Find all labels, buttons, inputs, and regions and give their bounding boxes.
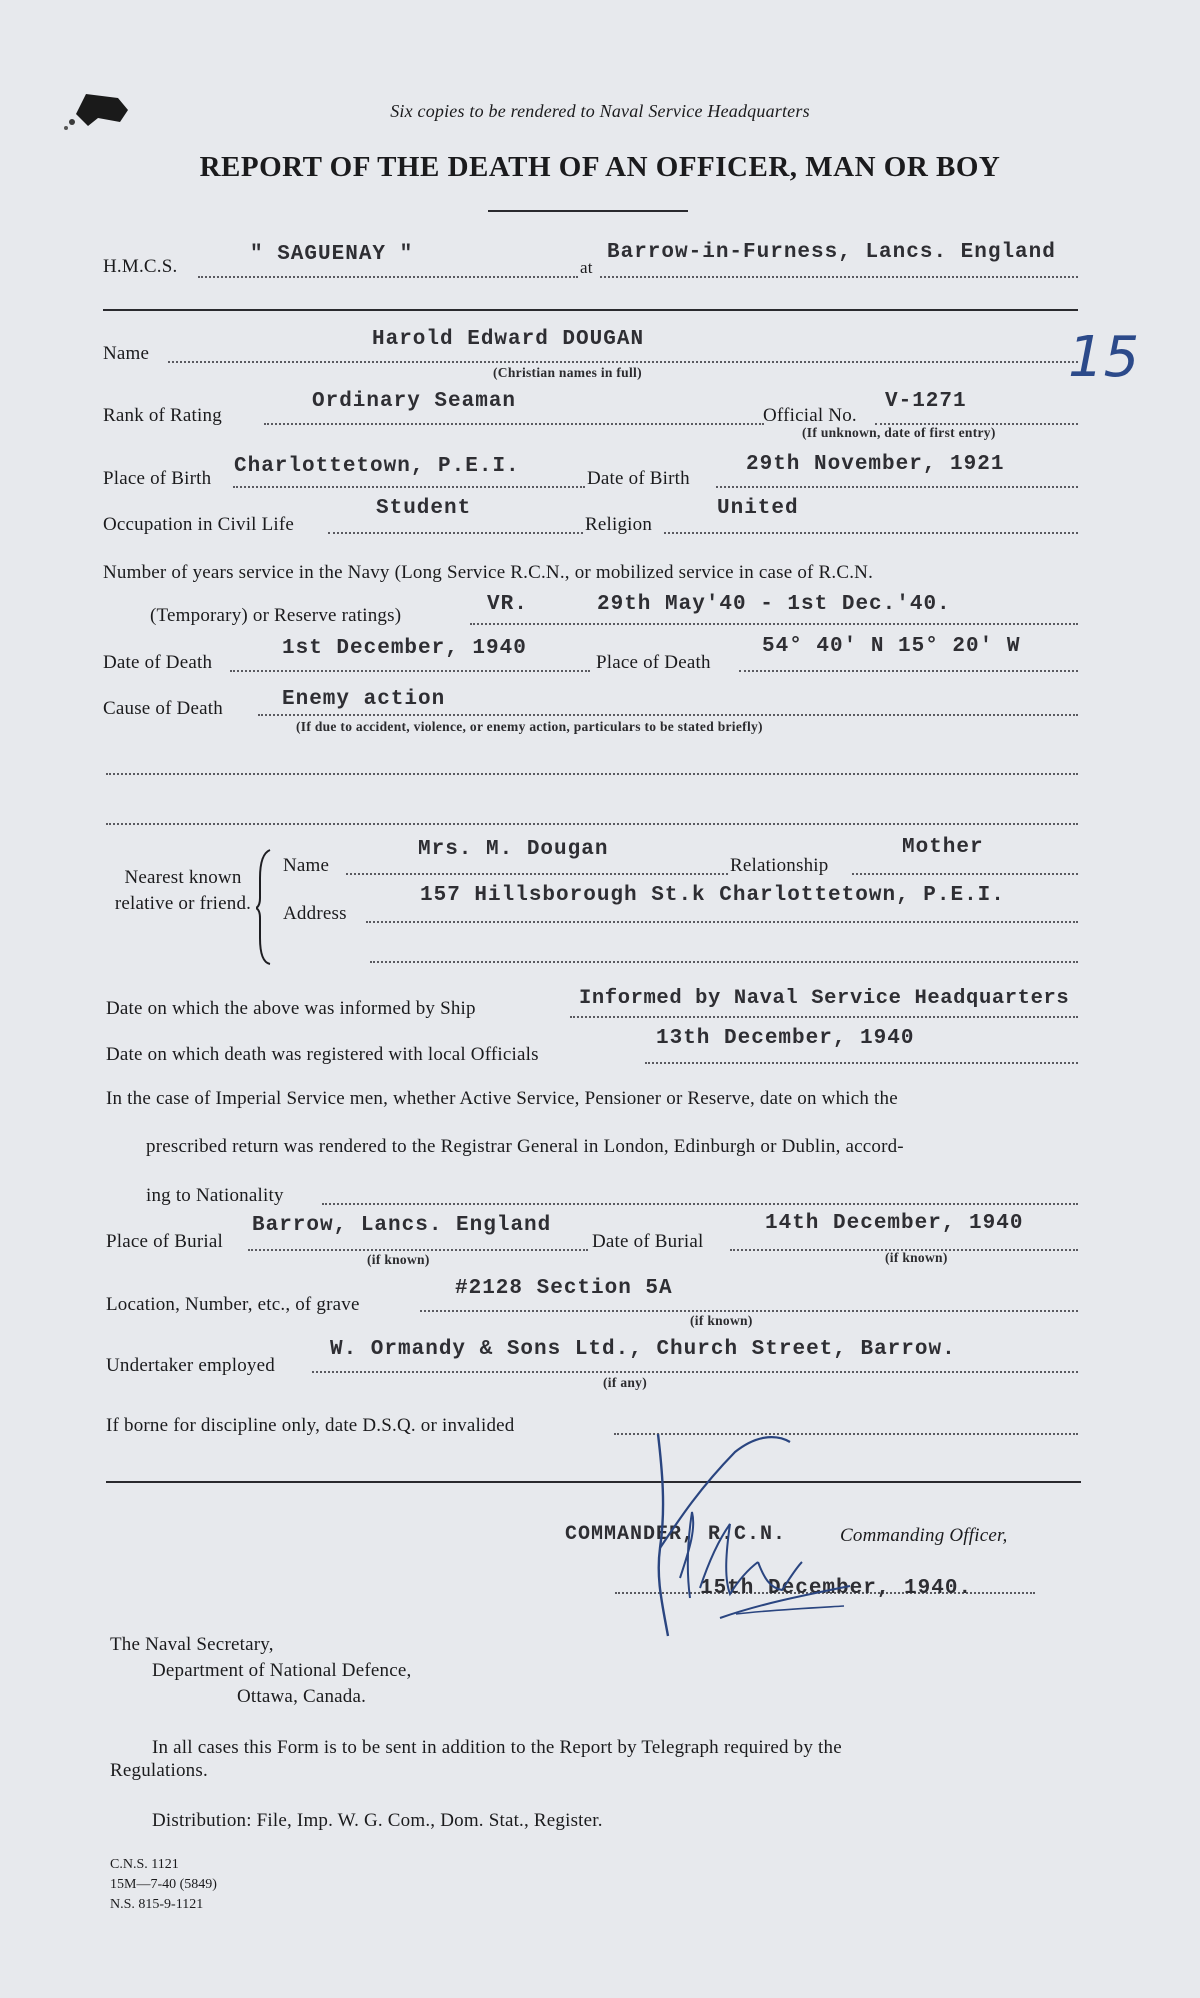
relative-address-label: Address: [283, 903, 347, 924]
signature-date: 15th December, 1940.: [700, 1577, 973, 1600]
burial-place-label: Place of Burial: [106, 1231, 223, 1252]
undertaker-note: (if any): [603, 1375, 648, 1390]
burial-place-note: (if known): [367, 1252, 430, 1267]
birth-date-label: Date of Birth: [587, 468, 690, 489]
registered-dotline: [645, 1062, 1078, 1064]
relationship-dotline: [852, 873, 1078, 875]
relative-name-value: Mrs. M. Dougan: [418, 838, 609, 861]
cause-label: Cause of Death: [103, 698, 223, 719]
cause-extra-line-1: [106, 773, 1078, 775]
department-line: Department of National Defence,: [152, 1660, 412, 1681]
official-no-value: V-1271: [885, 390, 967, 413]
name-note: (Christian names in full): [493, 365, 642, 380]
ship-value: " SAGUENAY ": [250, 243, 414, 266]
section-rule-bottom: [106, 1481, 1081, 1483]
undertaker-dotline: [312, 1371, 1078, 1373]
relative-name-label: Name: [283, 855, 330, 876]
relationship-label: Relationship: [730, 855, 829, 876]
death-date-dotline: [230, 670, 590, 672]
name-label: Name: [103, 343, 150, 364]
ottawa-line: Ottawa, Canada.: [237, 1686, 367, 1707]
burial-place-value: Barrow, Lancs. England: [252, 1214, 552, 1237]
birth-place-label: Place of Birth: [103, 468, 212, 489]
relative-side-label: Nearest known relative or friend.: [114, 867, 252, 914]
page-number-handwritten: 15: [1068, 325, 1140, 390]
page-title: REPORT OF THE DEATH OF AN OFFICER, MAN OR BOY: [199, 151, 1001, 183]
rank-label: Rank of Rating: [103, 405, 222, 426]
informed-dotline: [570, 1016, 1078, 1018]
relative-address-dotline: [366, 921, 1078, 923]
rank-dotline: [264, 423, 764, 425]
death-place-label: Place of Death: [596, 652, 711, 673]
signature-handwritten: [640, 1428, 860, 1648]
name-value: Harold Edward DOUGAN: [372, 328, 645, 351]
death-date-label: Date of Death: [103, 652, 213, 673]
service-line1: Number of years service in the Navy (Long Service R.C.N., or mobilized service in case of R.C.N.: [103, 562, 874, 583]
grave-note: (if known): [690, 1313, 753, 1328]
undertaker-value: W. Ormandy & Sons Ltd., Church Street, Barrow.: [330, 1338, 956, 1361]
occupation-dotline: [328, 532, 583, 534]
at-dotline: [600, 276, 1078, 278]
burial-place-dotline: [248, 1249, 588, 1251]
grave-dotline: [420, 1310, 1078, 1312]
occupation-label: Occupation in Civil Life: [103, 514, 295, 535]
cause-extra-line-2: [106, 823, 1078, 825]
relative-name-dotline: [346, 873, 728, 875]
cause-dotline: [258, 714, 1078, 716]
at-label: at: [580, 258, 593, 277]
occupation-value: Student: [376, 497, 472, 520]
cause-note: (If due to accident, violence, or enemy action, particulars to be stated briefly): [296, 719, 763, 734]
birth-date-dotline: [716, 486, 1078, 488]
relative-address-extra-line: [370, 961, 1078, 963]
imperial-dotline: [322, 1203, 1078, 1205]
birth-place-dotline: [233, 486, 585, 488]
grave-value: #2128 Section 5A: [455, 1277, 673, 1300]
imperial-line3: ing to Nationality: [146, 1185, 284, 1206]
cause-value: Enemy action: [282, 688, 446, 711]
section-rule-top: [103, 309, 1078, 311]
relative-address-value: 157 Hillsborough St.k Charlottetown, P.E.I.: [420, 884, 1005, 907]
footer-instruction-cont: Regulations.: [110, 1760, 208, 1781]
burial-date-value: 14th December, 1940: [765, 1212, 1024, 1235]
relationship-value: Mother: [902, 836, 984, 859]
informed-label: Date on which the above was informed by Ship: [106, 998, 476, 1019]
undertaker-label: Undertaker employed: [106, 1355, 275, 1376]
registered-label: Date on which death was registered with local Officials: [106, 1044, 539, 1065]
commanding-officer-label: Commanding Officer,: [840, 1525, 1008, 1546]
death-place-value: 54° 40' N 15° 20' W: [762, 635, 1021, 658]
imperial-line1: In the case of Imperial Service men, whether Active Service, Pensioner or Reserve, date on which the: [106, 1088, 898, 1109]
grave-label: Location, Number, etc., of grave: [106, 1294, 360, 1315]
naval-secretary-line: The Naval Secretary,: [110, 1634, 274, 1655]
burial-date-note: (if known): [885, 1250, 948, 1265]
official-no-label: Official No.: [763, 405, 857, 426]
birth-place-value: Charlottetown, P.E.I.: [234, 455, 520, 478]
death-date-value: 1st December, 1940: [282, 637, 527, 660]
informed-value: Informed by Naval Service Headquarters: [579, 987, 1070, 1010]
religion-dotline: [664, 532, 1078, 534]
burial-date-label: Date of Burial: [592, 1231, 704, 1252]
religion-value: United: [717, 497, 799, 520]
official-no-note: (If unknown, date of first entry): [802, 425, 996, 440]
copies-note: Six copies to be rendered to Naval Service Headquarters: [390, 101, 810, 121]
rank-value: Ordinary Seaman: [312, 390, 517, 413]
form-code-3: N.S. 815-9-1121: [110, 1897, 204, 1912]
ship-label: H.M.C.S.: [103, 256, 178, 277]
officer-rank: COMMANDER, R.C.N.: [565, 1523, 787, 1546]
registered-value: 13th December, 1940: [656, 1027, 915, 1050]
birth-date-value: 29th November, 1921: [746, 453, 1005, 476]
service-line2-label: (Temporary) or Reserve ratings): [150, 605, 402, 626]
ship-dotline: [198, 276, 578, 278]
title-underline: [488, 210, 688, 212]
name-dotline: [168, 361, 1078, 363]
imperial-line2: prescribed return was rendered to the Registrar General in London, Edinburgh or Dublin, accord-: [146, 1136, 904, 1157]
at-value: Barrow-in-Furness, Lancs. England: [607, 241, 1056, 264]
service-dotline: [470, 623, 1078, 625]
religion-label: Religion: [585, 514, 653, 535]
service-value-type: VR.: [487, 593, 528, 616]
form-code-2: 15M—7-40 (5849): [110, 1877, 217, 1892]
distribution-line: Distribution: File, Imp. W. G. Com., Dom. Stat., Register.: [152, 1810, 603, 1831]
death-place-dotline: [739, 670, 1078, 672]
relative-brace: [256, 848, 276, 966]
form-code-1: C.N.S. 1121: [110, 1857, 179, 1872]
footer-instruction: In all cases this Form is to be sent in addition to the Report by Telegraph required by the: [152, 1737, 842, 1758]
discipline-label: If borne for discipline only, date D.S.Q. or invalided: [106, 1415, 515, 1436]
service-value-dates: 29th May'40 - 1st Dec.'40.: [597, 593, 951, 616]
